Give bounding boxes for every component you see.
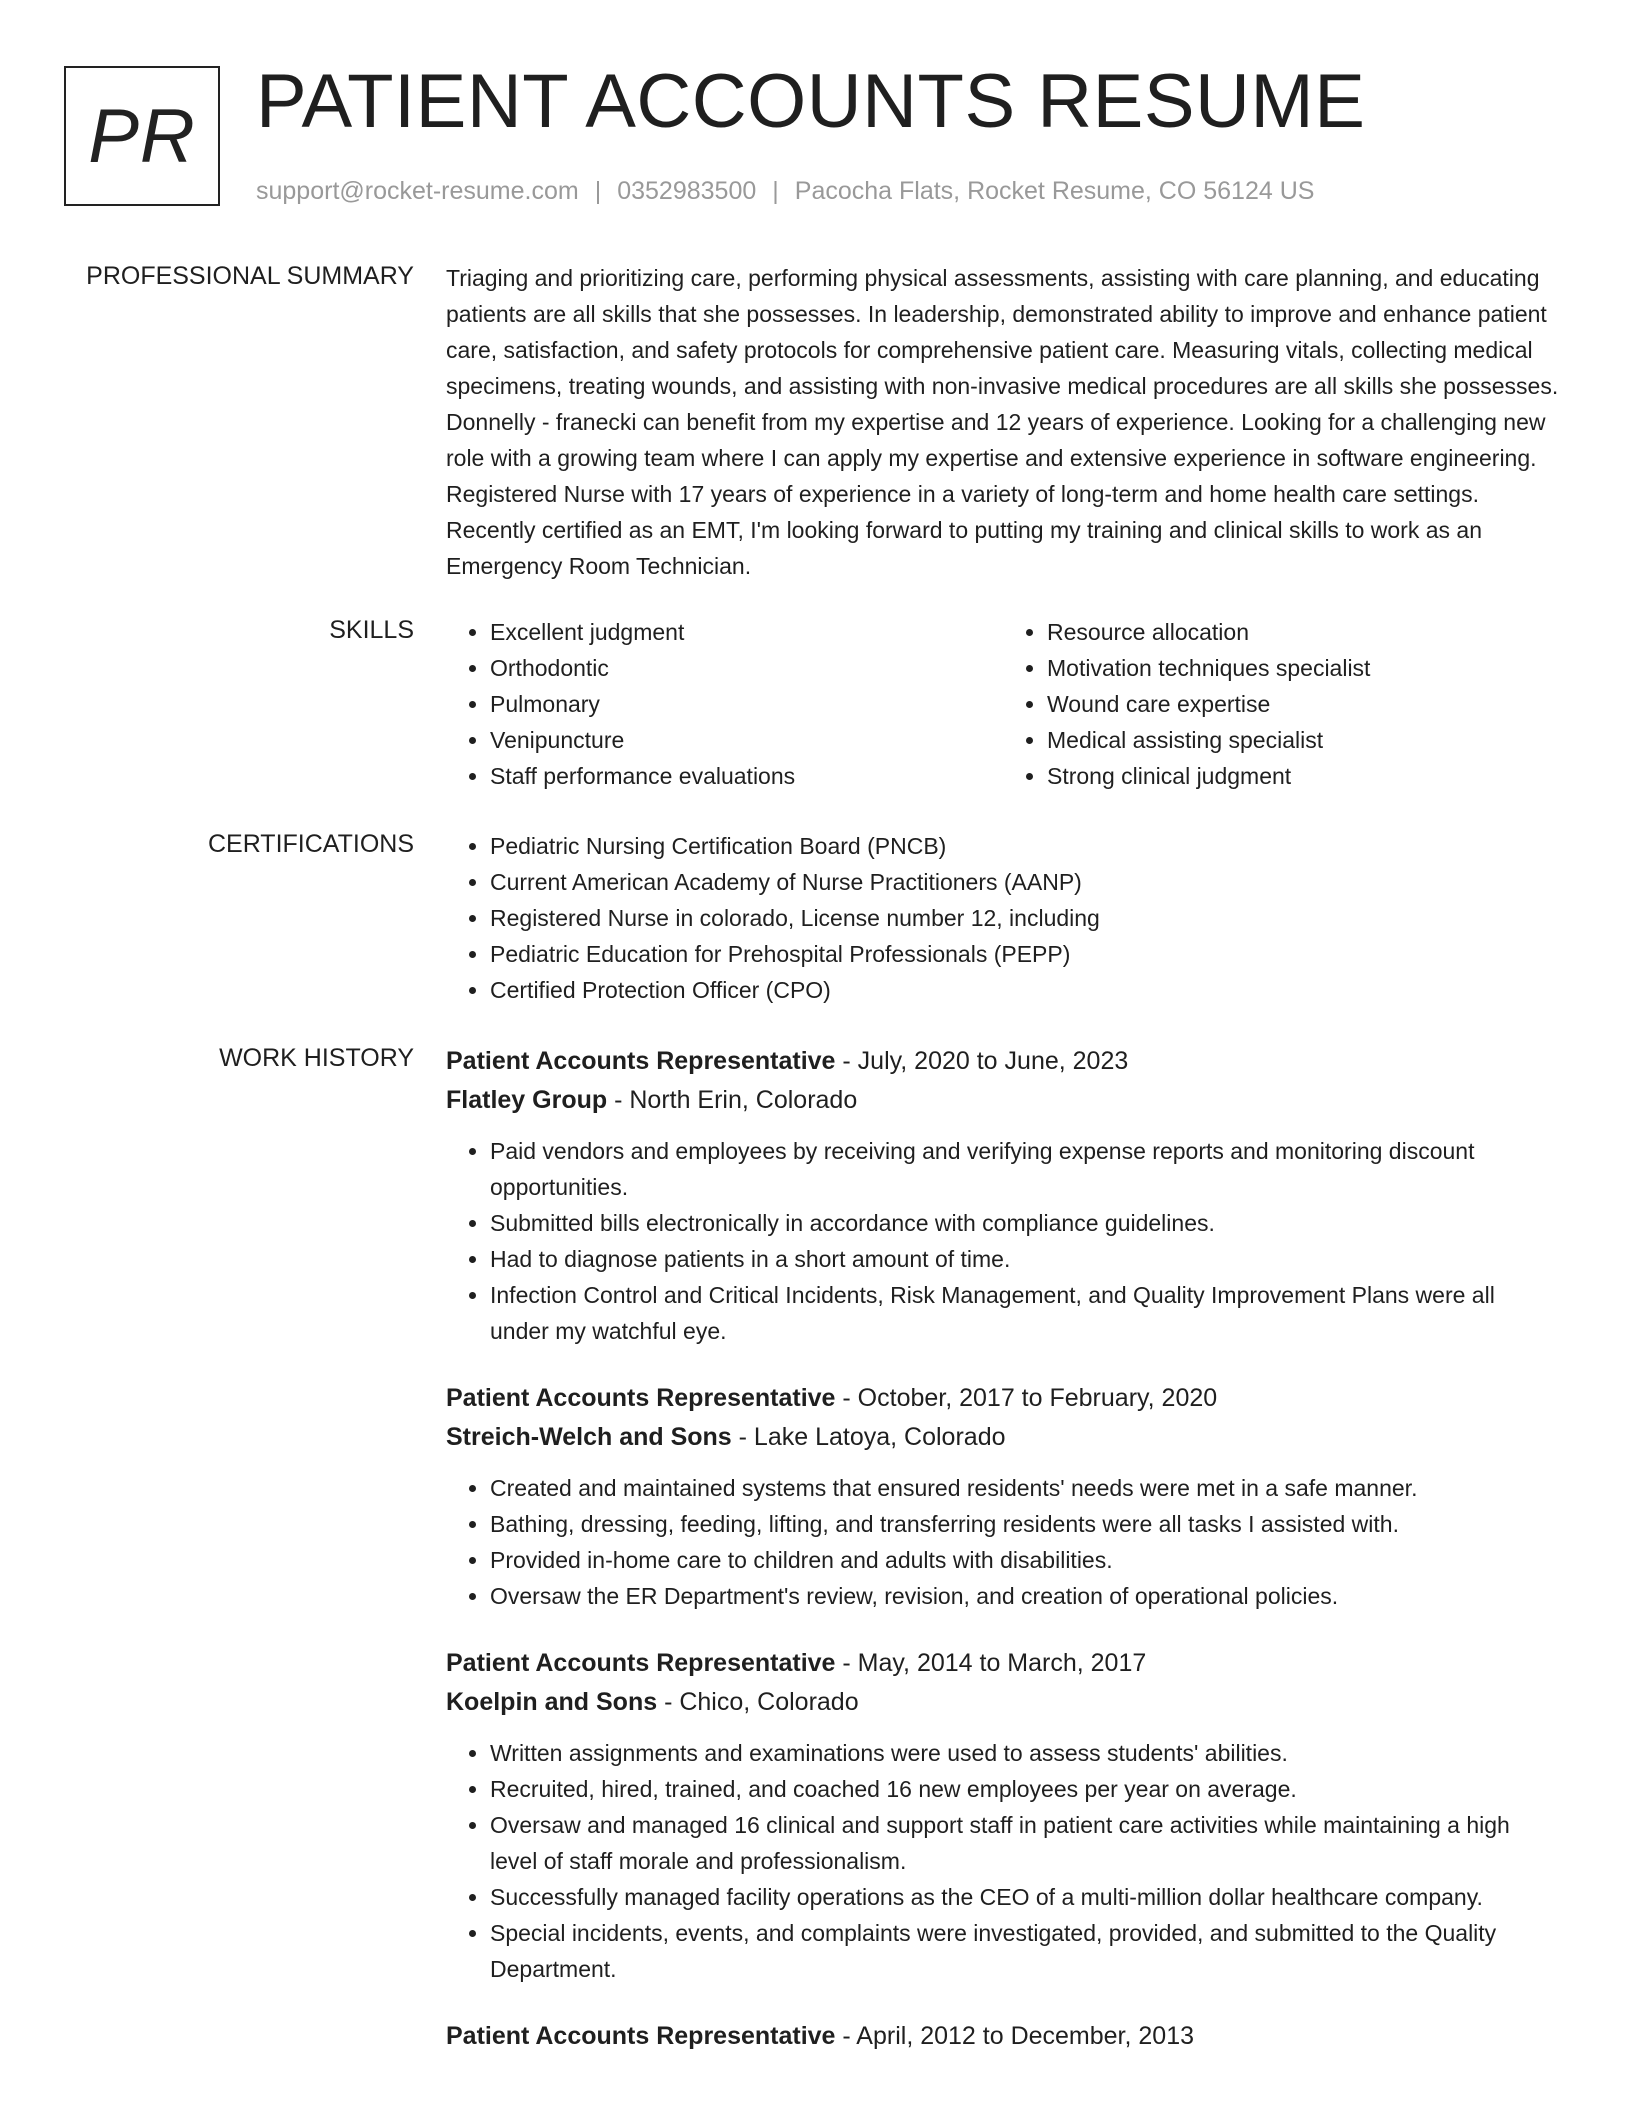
job-company-line [446, 1683, 1560, 1722]
job-bullet: • Provided in-home care to children and adults with disabilities. [490, 1542, 1560, 1578]
section-label-summary: PROFESSIONAL SUMMARY [86, 262, 414, 290]
skill-item: • Motivation techniques specialist [1047, 650, 1560, 686]
job-title: Patient Accounts Representative [446, 1384, 836, 1412]
section-label-work: WORK HISTORY [219, 1044, 414, 1072]
job-bullet: • Created and maintained systems that ensured residents' needs were met in a safe manner. [490, 1470, 1560, 1506]
contact-separator: | [594, 177, 602, 205]
job-bullets [446, 1470, 1560, 1614]
certifications-content [446, 828, 1560, 1008]
job-bullet: • Recruited, hired, trained, and coached 16 new employees per year on average. [490, 1771, 1560, 1807]
certifications-list [446, 828, 1560, 1008]
job-company-line [446, 1418, 1560, 1457]
job-entry [446, 1379, 1560, 1614]
job-title: Patient Accounts Representative [446, 1047, 836, 1075]
job-location: - North Erin, Colorado [607, 1086, 858, 1114]
skills-list-left [446, 614, 1003, 794]
contact-line [256, 174, 1314, 208]
certification-item: • Certified Protection Officer (CPO) [490, 972, 1560, 1008]
skills-grid [446, 614, 1560, 794]
section-label-certifications: CERTIFICATIONS [207, 830, 414, 858]
job-entry [446, 1644, 1560, 1987]
job-bullet: • Successfully managed facility operations as the CEO of a multi-million dollar healthcare company. [490, 1879, 1560, 1915]
job-company: Koelpin and Sons [446, 1688, 658, 1716]
job-title-line [446, 1379, 1560, 1418]
certification-item: • Pediatric Education for Prehospital Professionals (PEPP) [490, 936, 1560, 972]
certification-item: • Pediatric Nursing Certification Board (PNCB) [490, 828, 1560, 864]
section-label-skills: SKILLS [329, 616, 414, 644]
skill-item: • Medical assisting specialist [1047, 722, 1560, 758]
contact-email[interactable]: support@rocket-resume.com [256, 177, 579, 205]
certification-item: • Current American Academy of Nurse Practitioners (AANP) [490, 864, 1560, 900]
summary-content [446, 260, 1560, 584]
job-title: Patient Accounts Representative [446, 2022, 836, 2050]
job-dates: - July, 2020 to June, 2023 [835, 1047, 1129, 1075]
contact-phone[interactable]: 0352983500 [617, 177, 757, 205]
job-location: - Chico, Colorado [657, 1688, 859, 1716]
resume-title: PATIENT ACCOUNTS RESUME [256, 59, 1366, 144]
job-bullet: • Oversaw and managed 16 clinical and support staff in patient care activities while maintaining a high level of staff morale and professionalism. [490, 1807, 1560, 1879]
job-title-line [446, 2017, 1560, 2056]
job-bullets [446, 1133, 1560, 1349]
skill-item: • Pulmonary [490, 686, 1003, 722]
skill-item: • Wound care expertise [1047, 686, 1560, 722]
job-entry [446, 1042, 1560, 1349]
contact-address: Pacocha Flats, Rocket Resume, CO 56124 US [794, 177, 1315, 205]
job-bullet: • Submitted bills electronically in accordance with compliance guidelines. [490, 1205, 1560, 1241]
skill-item: • Resource allocation [1047, 614, 1560, 650]
skill-item: • Orthodontic [490, 650, 1003, 686]
job-bullet: • Oversaw the ER Department's review, revision, and creation of operational policies. [490, 1578, 1560, 1614]
skill-item: • Excellent judgment [490, 614, 1003, 650]
job-dates: - May, 2014 to March, 2017 [835, 1649, 1147, 1677]
job-bullet: • Had to diagnose patients in a short amount of time. [490, 1241, 1560, 1277]
job-bullet: • Special incidents, events, and complaints were investigated, provided, and submitted to the Quality Department. [490, 1915, 1560, 1987]
job-company-line [446, 1081, 1560, 1120]
job-bullet: • Paid vendors and employees by receiving and verifying expense reports and monitoring discount opportunities. [490, 1133, 1560, 1205]
monogram-logo: PR [64, 66, 220, 206]
skills-list-right [1003, 614, 1560, 794]
job-bullet: • Bathing, dressing, feeding, lifting, and transferring residents were all tasks I assisted with. [490, 1506, 1560, 1542]
job-company: Flatley Group [446, 1086, 608, 1114]
summary-text: Triaging and prioritizing care, performing physical assessments, assisting with care planning, and educating patients are all skills that she possesses. In leadership, demonstrated ability to improve and enhance patient care, satisfaction, and safety protocols for comprehensive patient care. Measuring vitals, collecting medical specimens, treating wounds, and assisting with non-invasive medical procedures are all skills she possesses. Donnelly - franecki can benefit from my expertise and 12 years of experience. Looking for a challenging new role with a growing team where I can apply my expertise and extensive experience in software engineering. Registered Nurse with 17 years of experience in a variety of long-term and home health care settings. Recently certified as an EMT, I'm looking forward to putting my training and clinical skills to work as an Emergency Room Technician. [446, 265, 1559, 579]
job-bullets [446, 1735, 1560, 1987]
job-title-line [446, 1042, 1560, 1081]
job-bullet: • Infection Control and Critical Incidents, Risk Management, and Quality Improvement Plans were all under my watchful eye. [490, 1277, 1560, 1349]
job-company: Streich-Welch and Sons [446, 1423, 732, 1451]
skill-item: • Staff performance evaluations [490, 758, 1003, 794]
job-dates: - October, 2017 to February, 2020 [835, 1384, 1218, 1412]
skill-item: • Venipuncture [490, 722, 1003, 758]
job-bullet: • Written assignments and examinations were used to assess students' abilities. [490, 1735, 1560, 1771]
job-title-line [446, 1644, 1560, 1683]
job-entry [446, 2017, 1560, 2056]
certification-item: • Registered Nurse in colorado, License number 12, including [490, 900, 1560, 936]
job-location: - Lake Latoya, Colorado [731, 1423, 1006, 1451]
contact-separator: | [772, 177, 779, 205]
job-title: Patient Accounts Representative [446, 1649, 836, 1677]
skill-item: • Strong clinical judgment [1047, 758, 1560, 794]
job-dates: - April, 2012 to December, 2013 [835, 2022, 1195, 2050]
work-content [446, 1042, 1560, 2086]
